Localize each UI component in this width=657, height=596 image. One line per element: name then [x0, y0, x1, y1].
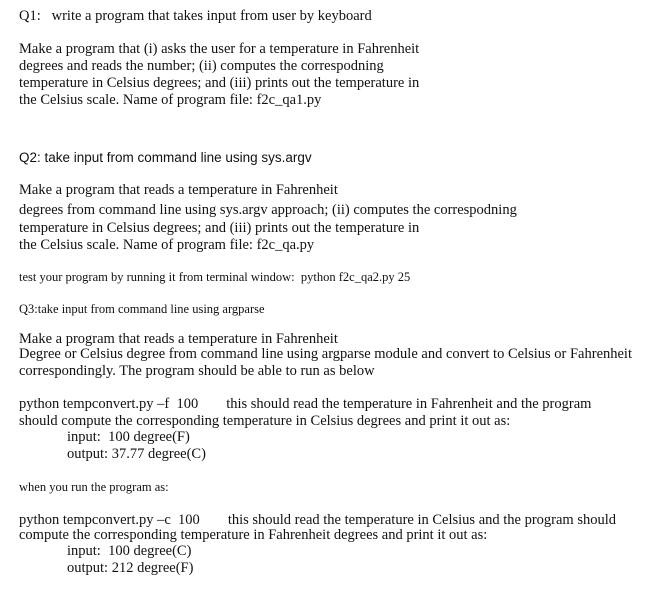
example1-output: output: 37.77 degree(C) — [67, 446, 206, 462]
q3-line: correspondingly. The program should be able to run as below — [19, 363, 375, 379]
example2-continuation: compute the corresponding temperature in Fahrenheit degrees and print it out as: — [19, 527, 488, 543]
example1-continuation: should compute the corresponding temperature in Celsius degrees and print it out as: — [19, 413, 511, 429]
q2-title: Q2: take input from command line using sys.argv — [19, 150, 312, 165]
q1-line: temperature in Celsius degrees; and (iii) prints out the temperature in — [19, 75, 420, 91]
q2-line: Make a program that reads a temperature in Fahrenheit — [19, 182, 338, 198]
q2-line: the Celsius scale. Name of program file: f2c_qa.py — [19, 237, 315, 253]
example1-description: this should read the temperature in Fahrenheit and the program — [226, 396, 592, 412]
q1-line: Make a program that (i) asks the user for a temperature in Fahrenheit — [19, 41, 420, 57]
example2-description: this should read the temperature in Celsius and the program should — [227, 512, 617, 528]
q2-line: temperature in Celsius degrees; and (iii) prints out the temperature in — [19, 220, 420, 236]
q3-title: Q3:take input from command line using argparse — [19, 302, 265, 316]
q3-line: Degree or Celsius degree from command line using argparse module and convert to Celsius or Fahrenheit — [19, 346, 632, 362]
example2-command: python tempconvert.py –c 100 — [19, 512, 200, 528]
q2-line: degrees from command line using sys.argv approach; (ii) computes the correspodning — [19, 202, 517, 218]
example2-output: output: 212 degree(F) — [67, 560, 194, 576]
q3-line: Make a program that reads a temperature in Fahrenheit — [19, 331, 338, 347]
q2-test-instruction: test your program by running it from terminal window: python f2c_qa2.py 25 — [19, 270, 411, 284]
q1-line: the Celsius scale. Name of program file: f2c_qa1.py — [19, 92, 322, 108]
when-run-text: when you run the program as: — [19, 480, 169, 494]
example1-command-line — [19, 396, 591, 413]
example1-command: python tempconvert.py –f 100 — [19, 396, 199, 412]
example1-input: input: 100 degree(F) — [67, 429, 190, 445]
q1-line: degrees and reads the number; (ii) computes the correspodning — [19, 58, 384, 74]
example2-input: input: 100 degree(C) — [67, 543, 192, 559]
q1-title: Q1: write a program that takes input from user by keyboard — [19, 8, 372, 24]
